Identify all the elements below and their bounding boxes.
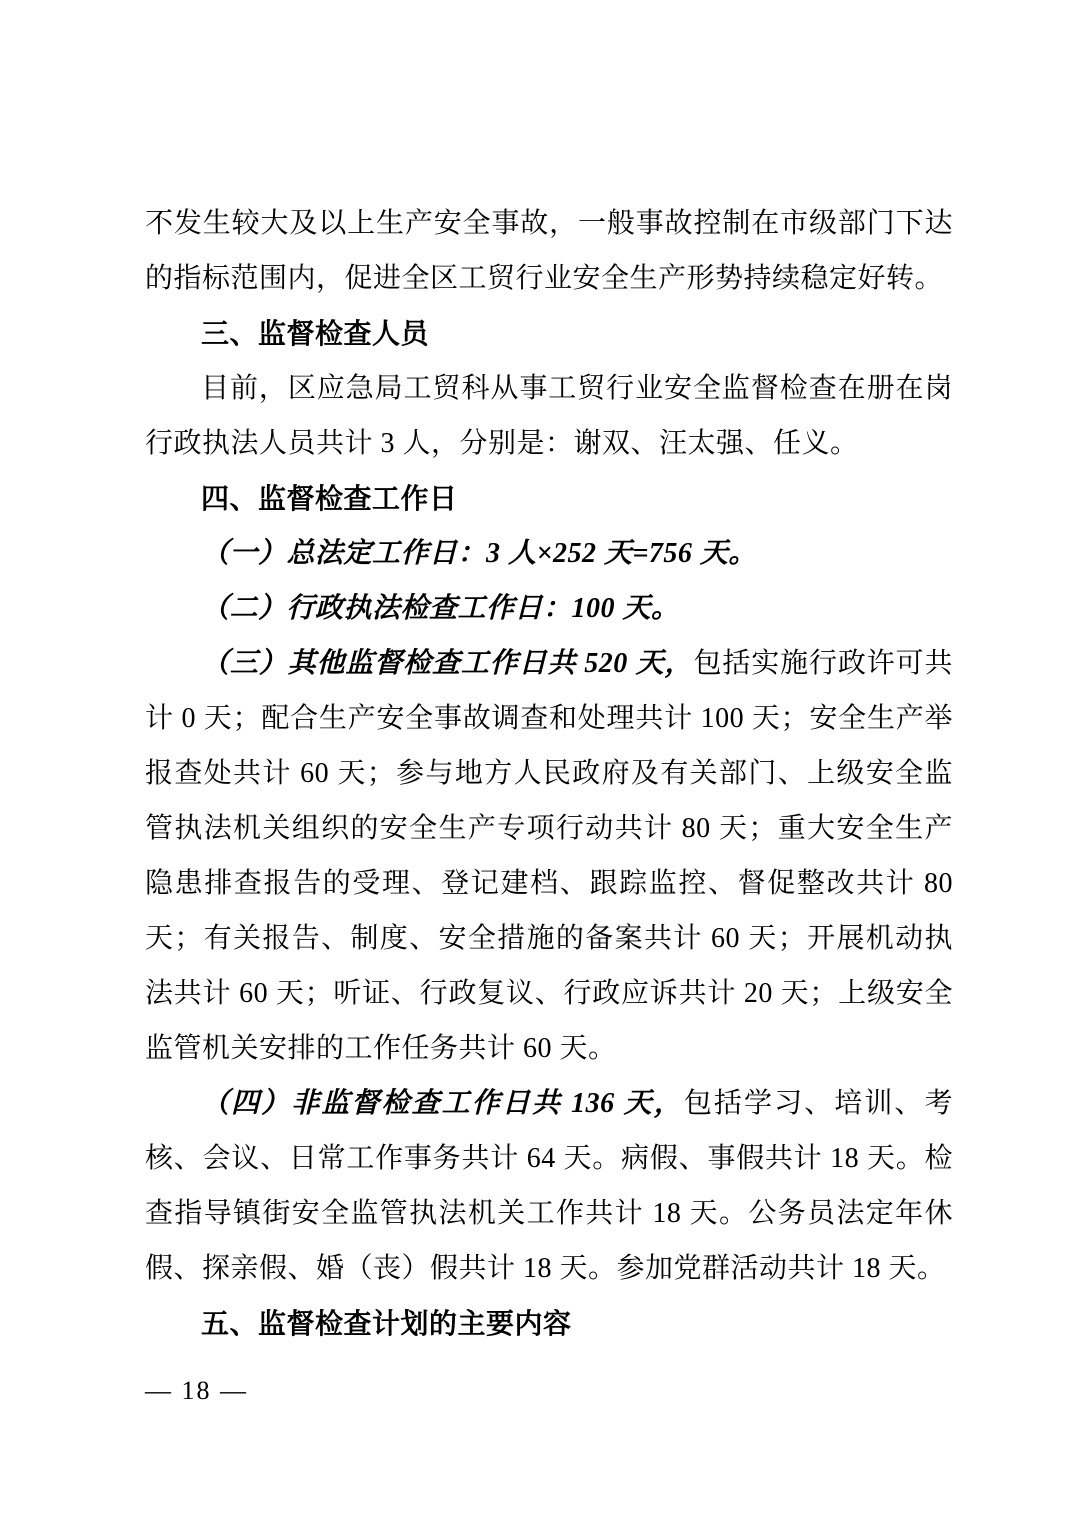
page-number: — 18 — (145, 1376, 248, 1405)
paragraph-continuation: 不发生较大及以上生产安全事故，一般事故控制在市级部门下达的指标范围内，促进全区工贸行业安全生产形势持续稳定好转。 (145, 208, 953, 294)
list-item-3 (145, 636, 953, 1076)
list-item-3-body: 包括实施行政许可共计 0 天；配合生产安全事故调查和处理共计 100 天；安全生产举报查处共计 60 天；参与地方人民政府及有关部门、上级安全监管执法机关组织的安全生产专项行动共计 80 天；重大安全生产隐患排查报告的受理、登记建档、跟踪监控、督促整改共计 80 天；有关报告、制度、安全措施的备案共计 60 天；开展机动执法共计 60 天；听证、行政复议、行政应诉共计 20 天；上级安全监管机关安排的工作任务共计 60 天。 (145, 648, 953, 1064)
list-item-3-lead: （三）其他监督检查工作日共 520 天， (201, 648, 694, 679)
paragraph-personnel: 目前，区应急局工贸科从事工贸行业安全监督检查在册在岗行政执法人员共计 3 人，分别是：谢双、汪太强、任义。 (145, 373, 953, 459)
section-heading-5: 五、监督检查计划的主要内容 (201, 1308, 572, 1339)
list-item-4 (145, 1076, 953, 1296)
list-item-4-body: 包括学习、培训、考核、会议、日常工作事务共计 64 天。病假、事假共计 18 天。检查指导镇街安全监管执法机关工作共计 18 天。公务员法定年休假、探亲假、婚（丧）假共计 18 天。参加党群活动共计 18 天。 (145, 1088, 953, 1284)
list-item-1: （一）总法定工作日：3 人×252 天=756 天。 (201, 538, 757, 569)
document-body (145, 196, 953, 1351)
section-heading-4: 四、监督检查工作日 (201, 483, 458, 514)
list-item-4-lead: （四）非监督检查工作日共 136 天， (201, 1088, 684, 1119)
list-item-2: （二）行政执法检查工作日：100 天。 (201, 593, 680, 624)
section-heading-3: 三、监督检查人员 (201, 318, 430, 349)
